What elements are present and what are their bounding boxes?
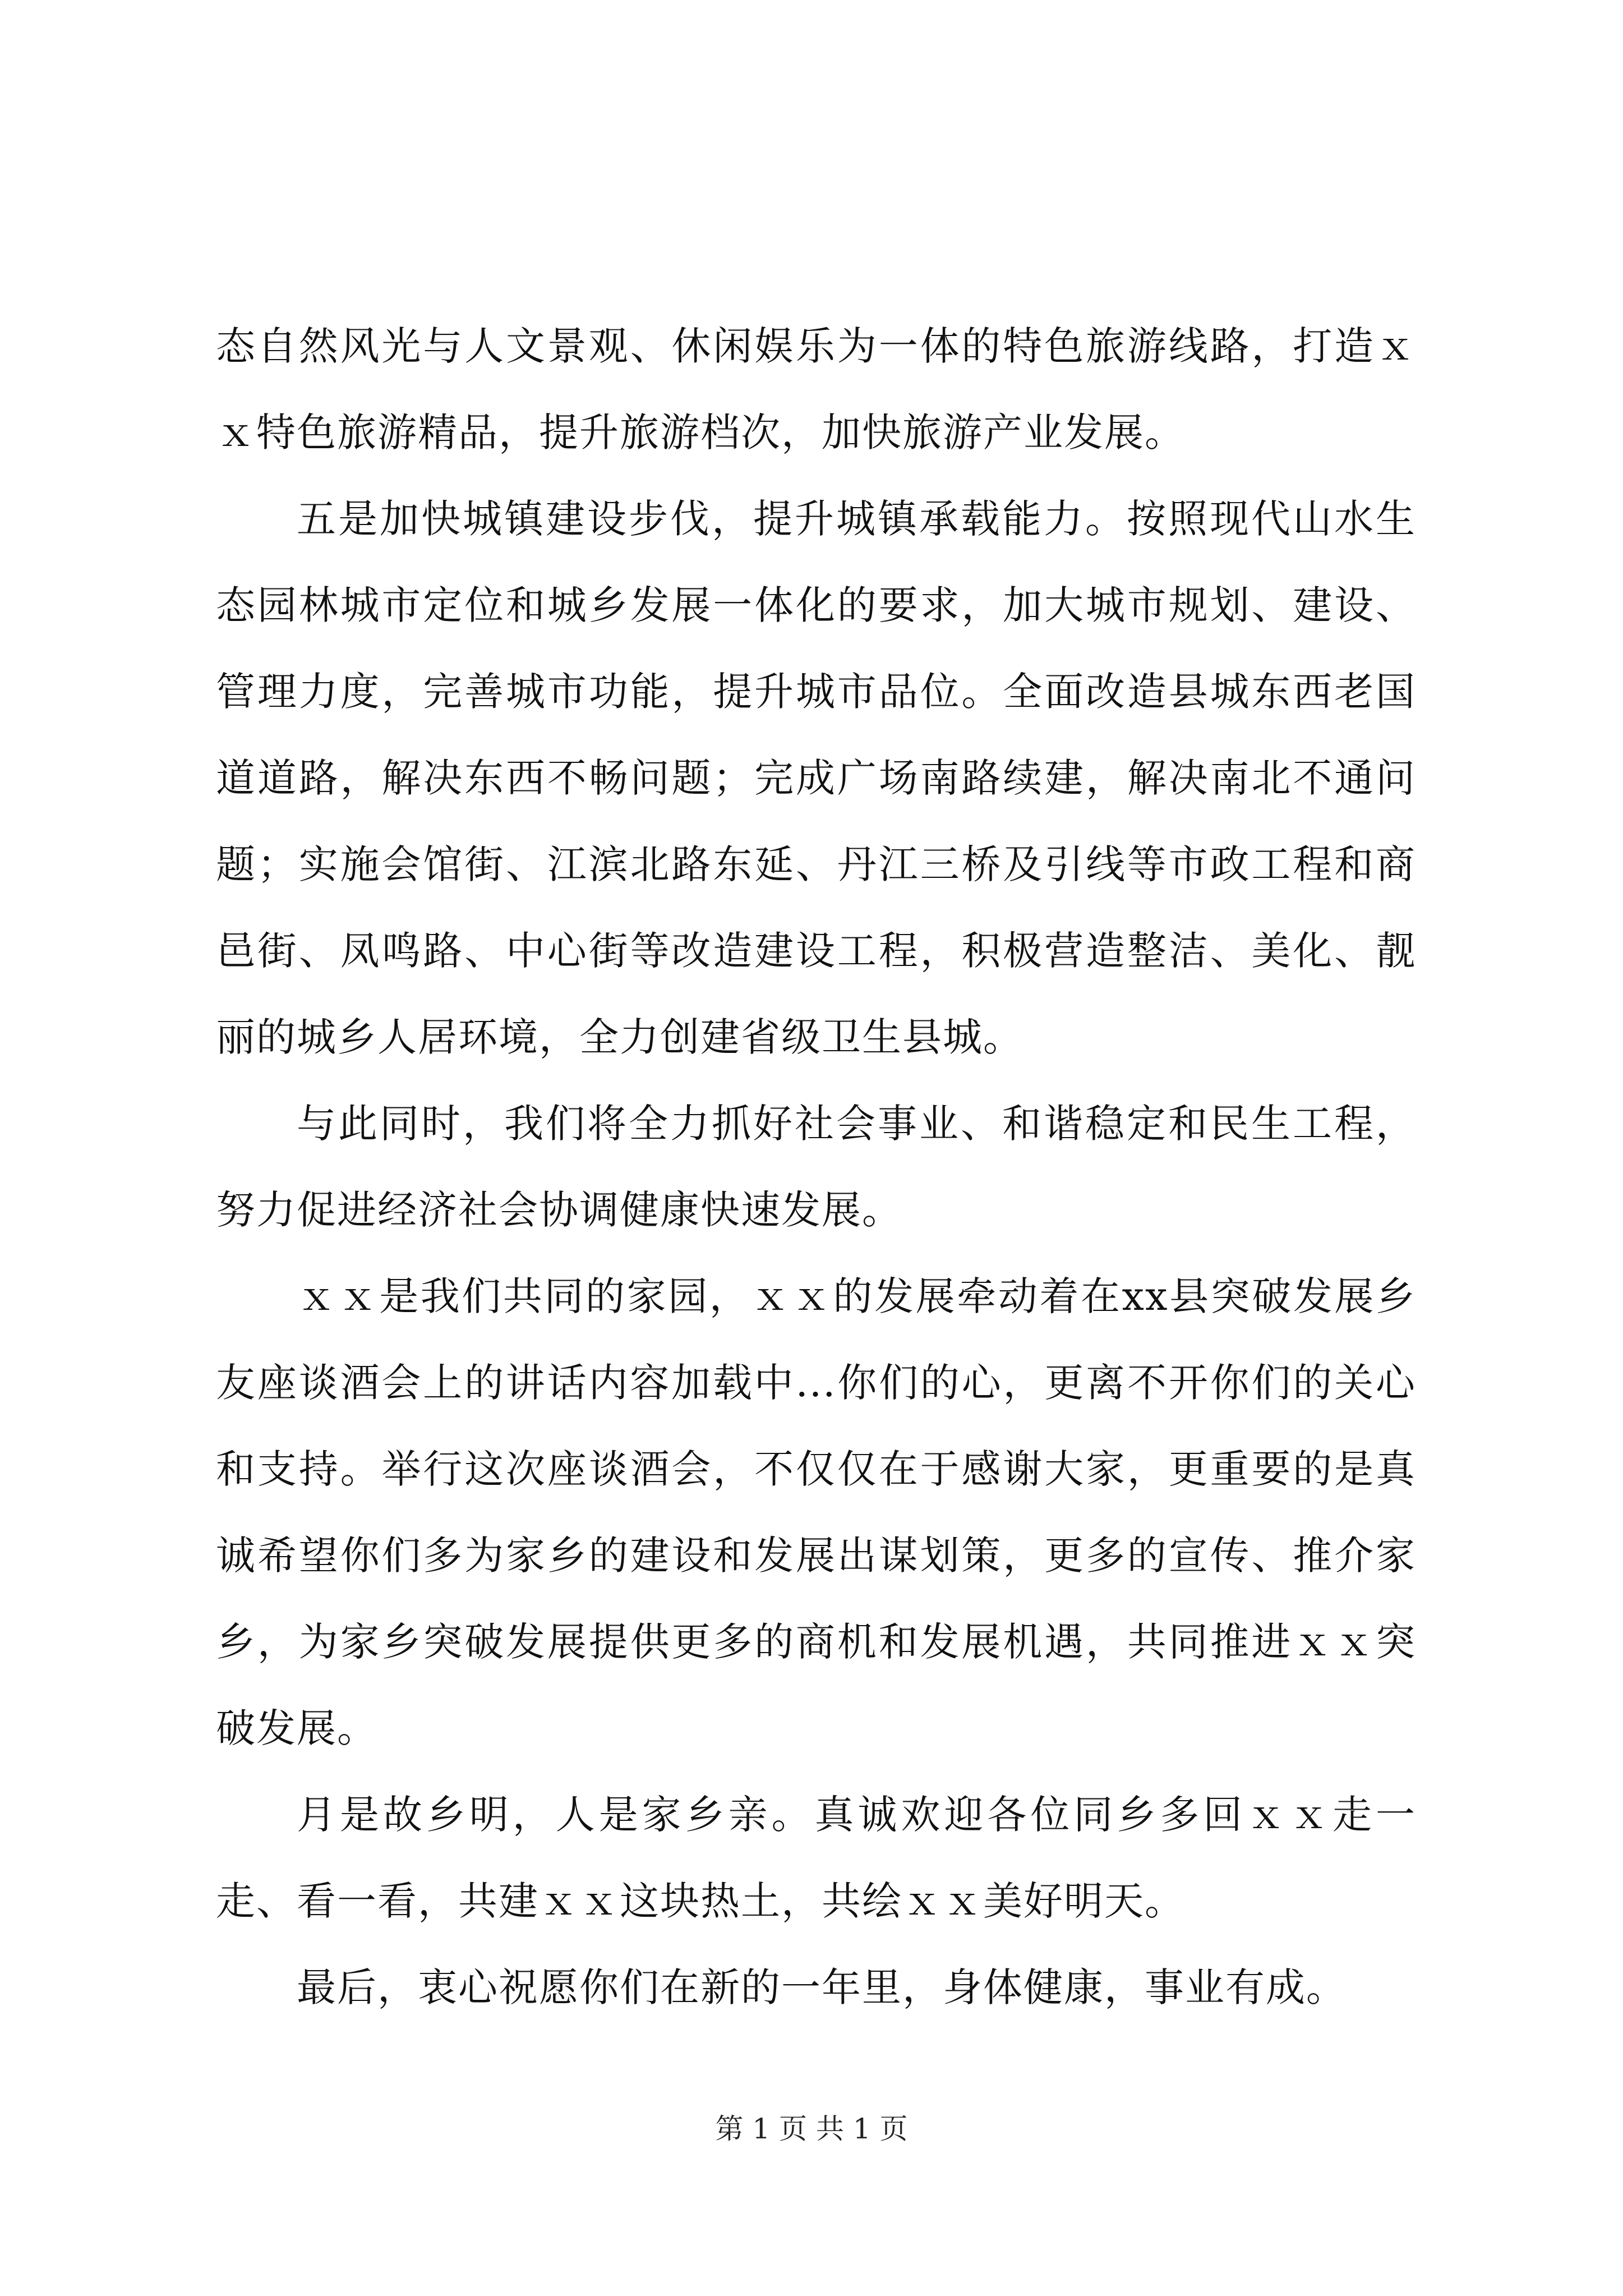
document-body: [216, 303, 1416, 2031]
paragraph-urban-construction: 五是加快城镇建设步伐，提升城镇承载能力。按照现代山水生态园林城市定位和城乡发展一体化的要求，加大城市规划、建设、管理力度，完善城市功能，提升城市品位。全面改造县城东西老国道道路，解决东西不畅问题；完成广场南路续建，解决南北不通问题；实施会馆街、江滨北路东延、丹江三桥及引线等市政工程和商邑街、凤鸣路、中心街等改造建设工程，积极营造整洁、美化、靓丽的城乡人居环境，全力创建省级卫生县城。: [216, 496, 1416, 1060]
paragraph-social-development: 与此同时，我们将全力抓好社会事业、和谐稳定和民生工程，努力促进经济社会协调健康快速发展。: [216, 1101, 1416, 1233]
paragraph-closing-wishes: 最后，衷心祝愿你们在新的一年里，身体健康，事业有成。: [297, 1964, 1347, 2010]
paragraph-continuation: 态自然风光与人文景观、休闲娱乐为一体的特色旅游线路，打造ｘｘ特色旅游精品，提升旅游档次，加快旅游产业发展。: [216, 323, 1416, 455]
page-number-footer: 第 1 页 共 1 页: [715, 2113, 908, 2145]
paragraph-hometown-support: ｘｘ是我们共同的家园，ｘｘ的发展牵动着在xx县突破发展乡友座谈酒会上的讲话内容加载中...你们的心，更离不开你们的关心和支持。举行这次座谈酒会，不仅仅在于感谢大家，更重要的是真诚希望你们多为家乡的建设和发展出谋划策，更多的宣传、推介家乡，为家乡突破发展提供更多的商机和发展机遇，共同推进ｘｘ突破发展。: [216, 1273, 1416, 1751]
paragraph-welcome: 月是故乡明，人是家乡亲。真诚欢迎各位同乡多回ｘｘ走一走、看一看，共建ｘｘ这块热土，共绘ｘｘ美好明天。: [216, 1792, 1416, 1924]
